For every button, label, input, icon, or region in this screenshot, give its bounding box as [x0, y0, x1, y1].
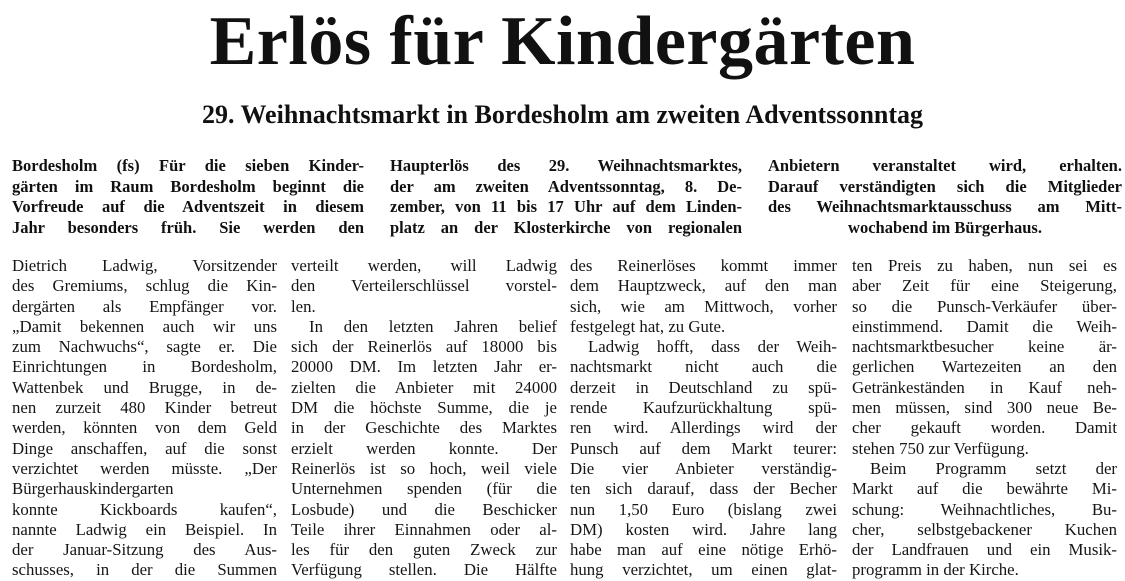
body-line: rende Kaufzurückhaltung spü-: [570, 398, 837, 418]
body-line: werden, könnten von dem Geld: [12, 418, 277, 438]
lead-line: des Weihnachtsmarktausschuss am Mitt-: [768, 197, 1122, 216]
body-column-2: [291, 256, 557, 581]
body-line: dem Hauptzweck, auf den man: [570, 276, 837, 296]
lead-line: gärten im Raum Bordesholm beginnt die: [12, 176, 364, 196]
lead-line: zember, von 11 bis 17 Uhr auf dem Linden-: [390, 197, 742, 216]
body-line: erzielt werden konnte. Der: [291, 438, 557, 458]
lead-line: Haupterlös des 29. Weihnachtsmarktes,: [390, 156, 742, 175]
body-line: Punsch auf dem Markt teurer:: [570, 438, 837, 458]
body-line: Dinge anschaffen, auf die sonst: [12, 438, 277, 458]
body-line: men müssen, sind 300 neue Be-: [852, 398, 1117, 418]
body-line: zum Nachwuchs“, sagte er. Die: [12, 337, 277, 357]
body-line: Wattenbek und Brugge, in de-: [12, 377, 277, 397]
body-column-4: [852, 256, 1117, 581]
lead-paragraph-column-3: [768, 156, 1122, 238]
body-line: Getränkeständen in Kauf neh-: [852, 377, 1117, 397]
body-line: des Gremiums, schlug die Kin-: [12, 276, 277, 296]
body-line: verzichtet werden müsste. „Der: [12, 458, 277, 478]
body-line: Teile ihrer Einnahmen oder al-: [291, 519, 557, 539]
headline: Erlös für Kindergärten: [209, 3, 916, 80]
body-line: nen zurzeit 480 Kinder betreut: [12, 398, 277, 418]
body-line: 20000 DM. Im letzten Jahr er-: [291, 357, 557, 377]
body-line: verteilt werden, will Ladwig: [291, 256, 557, 275]
body-line: Verfügung stellen. Die Hälfte: [291, 560, 557, 580]
body-line: in der Geschichte des Marktes: [291, 418, 557, 438]
body-line: Bürgerhauskindergarten: [12, 479, 174, 499]
body-line: Unternehmen spenden (für die: [291, 479, 557, 499]
body-line: sich der Reinerlös auf 18000 bis: [291, 337, 557, 357]
body-line: len.: [291, 296, 316, 316]
body-line: Losbude) und die Beschicker: [291, 499, 557, 519]
body-line: Dietrich Ladwig, Vorsitzender: [12, 256, 277, 275]
body-line: cher gekauft worden. Damit: [852, 418, 1117, 438]
body-line: DM) kosten wird. Jahre lang: [570, 519, 837, 539]
lead-line: Jahr besonders früh. Sie werden den: [12, 217, 364, 237]
body-line: stehen 750 zur Verfügung.: [852, 438, 1029, 458]
body-line: so die Punsch-Verkäufer über-: [852, 296, 1117, 316]
body-column-3: [570, 256, 837, 581]
lead-line: Bordesholm (fs) Für die sieben Kinder-: [12, 156, 364, 175]
body-line: cher, selbstgebackener Kuchen: [852, 519, 1117, 539]
body-line: der Januar-Sitzung des Aus-: [12, 540, 277, 560]
body-line: des Reinerlöses kommt immer: [570, 256, 837, 275]
lead-line: Vorfreude auf die Adventszeit in diesem: [12, 197, 364, 216]
body-line: schung: Weihnachtliches, Bu-: [852, 499, 1117, 519]
body-line: konnte Kickboards kaufen“,: [12, 499, 277, 519]
body-line: In den letzten Jahren belief: [309, 316, 557, 336]
body-line: hung verzichtet, um einen glat-: [570, 560, 837, 580]
body-line: ten Preis zu haben, nun sei es: [852, 256, 1117, 275]
body-line: zielten die Anbieter mit 24000: [291, 377, 557, 397]
body-line: Einrichtungen in Bordesholm,: [12, 357, 277, 377]
body-line: den Verteilerschlüssel vorstel-: [291, 276, 557, 296]
body-line: les für den guten Zweck zur: [291, 540, 557, 560]
body-line: festgelegt hat, zu Gute.: [570, 316, 726, 336]
body-line: derzeit in Deutschland zu spü-: [570, 377, 837, 397]
body-line: schusses, in der die Summen: [12, 560, 277, 580]
lead-line: der am zweiten Adventssonntag, 8. De-: [390, 176, 742, 196]
body-line: Reinerlös ist so hoch, weil viele: [291, 458, 557, 478]
body-line: der Landfrauen und ein Musik-: [852, 540, 1117, 560]
body-line: einstimmend. Damit die Weih-: [852, 316, 1117, 336]
lead-line: wochabend im Bürgerhaus.: [848, 217, 1042, 237]
body-line: nannte Ladwig ein Beispiel. In: [12, 519, 277, 539]
body-line: sich, wie am Mittwoch, vorher: [570, 296, 837, 316]
body-line: aber Zeit für eine Steigerung,: [852, 276, 1117, 296]
body-line: Ladwig hofft, dass der Weih-: [588, 337, 837, 357]
body-line: nachtsmarktbesucher keine är-: [852, 337, 1117, 357]
lead-line: Anbietern veranstaltet wird, erhalten.: [768, 156, 1122, 175]
body-column-1: [12, 256, 277, 581]
lead-paragraph-column-2: [390, 156, 742, 238]
body-line: habe man auf eine nötige Erhö-: [570, 540, 837, 560]
lead-paragraph-column-1: [12, 156, 364, 238]
body-line: Beim Programm setzt der: [870, 458, 1117, 478]
body-line: nun 1,50 Euro (bislang zwei: [570, 499, 837, 519]
lead-line: Darauf verständigten sich die Mitglieder: [768, 176, 1122, 196]
body-line: dergärten als Empfänger vor.: [12, 296, 277, 316]
body-line: ten sich darauf, dass der Becher: [570, 479, 837, 499]
lead-line: platz an der Klosterkirche von regionalen: [390, 217, 742, 237]
body-line: nachtsmarkt nicht auch die: [570, 357, 837, 377]
body-line: DM die höchste Summe, die je: [291, 398, 557, 418]
subheadline: 29. Weihnachtsmarkt in Bordesholm am zweiten Adventssonntag: [201, 100, 924, 129]
body-line: Markt auf die bewährte Mi-: [852, 479, 1117, 499]
body-line: Die vier Anbieter verständig-: [570, 458, 837, 478]
body-line: gerlichen Wartezeiten an den: [852, 357, 1117, 377]
body-line: ren wird. Allerdings wird der: [570, 418, 837, 438]
body-line: programm in der Kirche.: [852, 560, 1019, 580]
body-line: „Damit bekennen auch wir uns: [12, 316, 277, 336]
